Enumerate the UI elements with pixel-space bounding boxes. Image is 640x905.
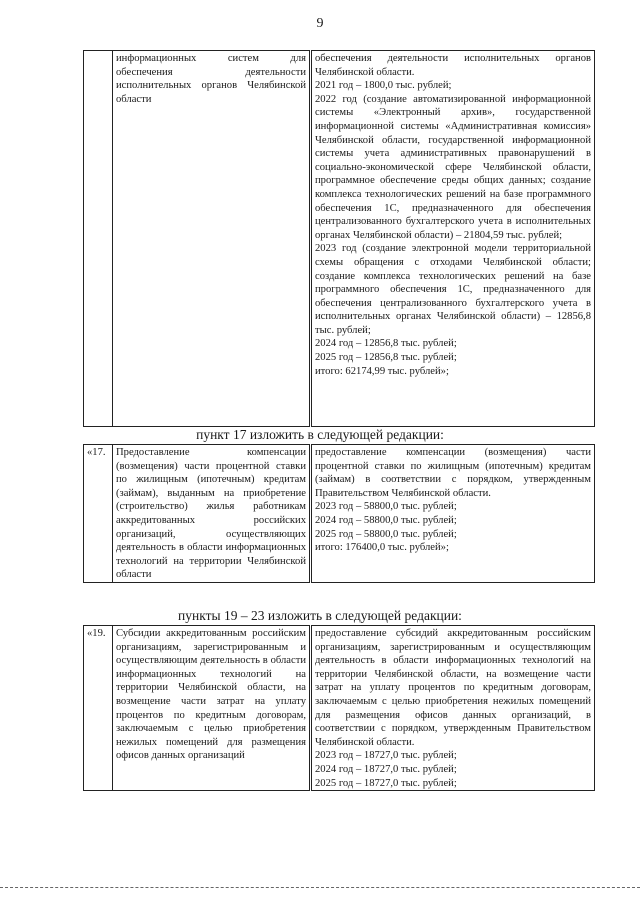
content-line: 2025 год – 18727,0 тыс. рублей;	[315, 777, 457, 789]
content-line: 2024 год – 12856,8 тыс. рублей;	[315, 338, 457, 350]
table-row-17	[83, 444, 595, 583]
table-cell-number: «17.	[84, 445, 113, 583]
content-line: 2022 год (создание автоматизированной информационной системы «Электронный архив», государственной информационной системы «Административная комиссия» Челябинской области, государственной информационной системы учета административных правонарушений в социально-экономической сфере Челябинской области, программное обеспечение среды общих данных; создание комплекса технологических решений на базе программного обеспечения 1С, предназначенного для обеспечения централизованного бухгалтерского учета в исполнительных органах Челябинской области) – 21804,59 тыс. рублей;	[315, 93, 591, 241]
table-row	[84, 51, 595, 427]
content-line: 2024 год – 58800,0 тыс. рублей;	[315, 514, 457, 526]
table-cell-content	[311, 51, 595, 427]
section-heading-19-23: пункты 19 – 23 изложить в следующей редакции:	[178, 608, 462, 623]
table-row	[84, 445, 595, 583]
table-fragment-1	[83, 50, 595, 427]
table-cell-number	[84, 51, 113, 427]
content-line: итого: 176400,0 тыс. рублей»;	[315, 542, 449, 554]
content-line: 2023 год – 58800,0 тыс. рублей;	[315, 501, 457, 513]
table-row-19	[83, 625, 595, 791]
content-line: 2023 год – 18727,0 тыс. рублей;	[315, 750, 457, 762]
content-line: 2024 год – 18727,0 тыс. рублей;	[315, 763, 457, 775]
table-cell-content	[311, 445, 595, 583]
table-cell-name: Предоставление компенсации (возмещения) части процентной ставки по жилищным (ипотечным) кредитам (займам), выданным на приобретение (строительство) жилья работникам аккредитованных российских организаций, осуществляющих деятельность в области информационных технологий на территории Челябинской области	[113, 445, 311, 583]
content-line: обеспечения деятельности исполнительных органов Челябинской области.	[315, 53, 591, 78]
table-cell-content	[311, 626, 595, 791]
page-bottom-rule	[0, 887, 640, 888]
table-cell-number: «19.	[84, 626, 113, 791]
page-number: 9	[316, 16, 324, 31]
table-cell-name: информационных систем для обеспечения деятельности исполнительных органов Челябинской области	[113, 51, 311, 427]
content-line: 2025 год – 12856,8 тыс. рублей;	[315, 352, 457, 364]
content-line: 2025 год – 58800,0 тыс. рублей;	[315, 528, 457, 540]
table-cell-name: Субсидии аккредитованным российским организациям, зарегистрированным и осуществляющим деятельность в области информационных технологий на территории Челябинской области, на возмещение части затрат на уплату процентов по кредитным договорам, заключаемым с целью приобретения нежилых помещений для размещения офисов данных организаций	[113, 626, 311, 791]
content-line: предоставление субсидий аккредитованным российским организациям, зарегистрированным и осуществляющим деятельность в области информационных технологий на территории Челябинской области, на возмещение части затрат на уплату процентов по кредитным договорам, заключаемым с целью приобретения нежилых помещений для размещения офисов данных организаций, в соответствии с порядком, утвержденным Правительством Челябинской области.	[315, 628, 591, 748]
content-line: 2023 год (создание электронной модели территориальной схемы обращения с отходами Челябинской области; создание комплекса технологических решений на базе программного обеспечения 1С, предназначенного для обеспечения централизованного бухгалтерского учета в исполнительных органах Челябинской области) – 12856,8 тыс. рублей;	[315, 243, 591, 336]
content-line: 2021 год – 1800,0 тыс. рублей;	[315, 80, 452, 92]
table-row	[84, 626, 595, 791]
content-line: предоставление компенсации (возмещения) части процентной ставки по жилищным (ипотечным) кредитам (займам) в соответствии с порядком, утвержденным Правительством Челябинской области.	[315, 447, 591, 499]
section-heading-17: пункт 17 изложить в следующей редакции:	[196, 427, 444, 442]
content-line: итого: 62174,99 тыс. рублей»;	[315, 365, 449, 377]
